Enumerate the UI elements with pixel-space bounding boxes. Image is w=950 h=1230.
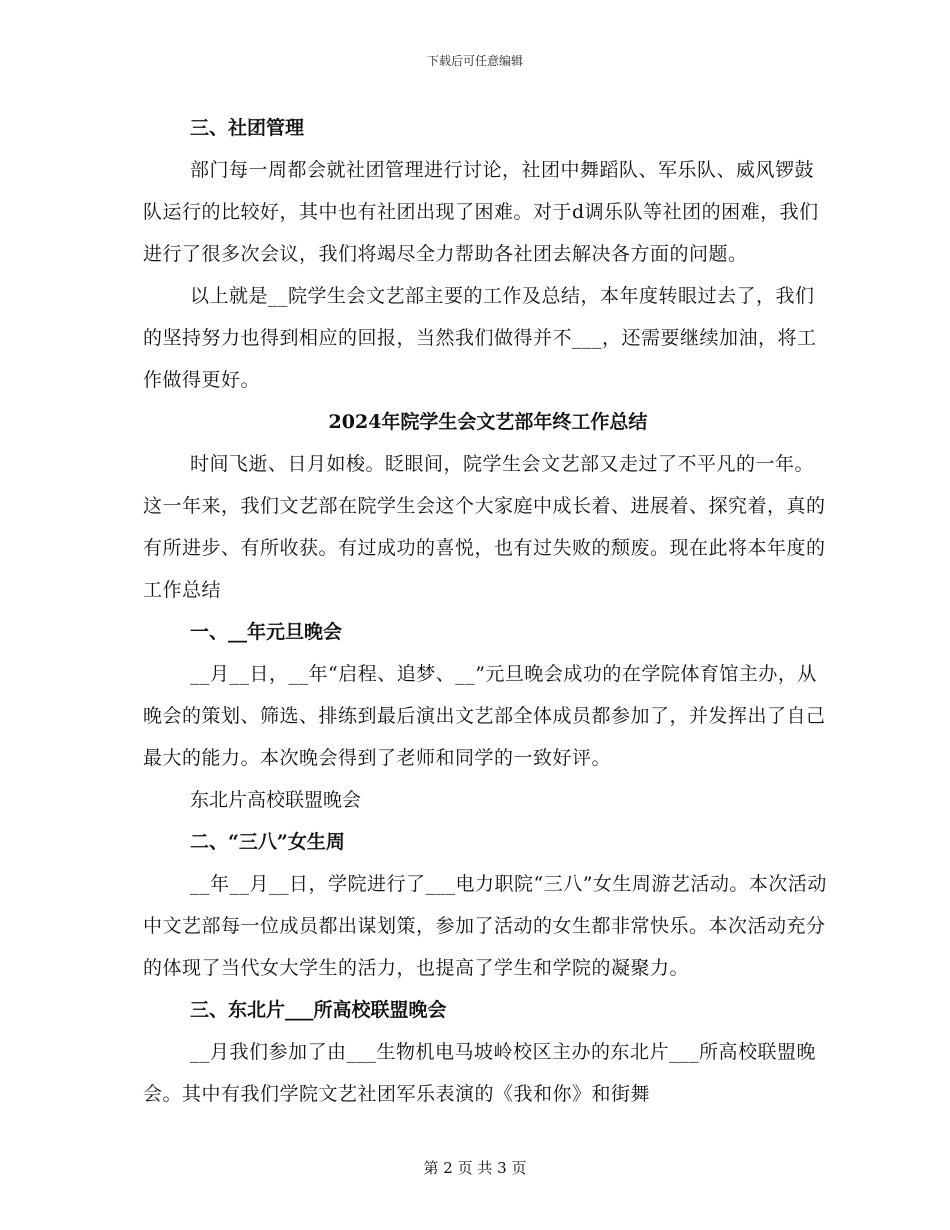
paragraph-summary-conclusion: 以上就是__院学生会文艺部主要的工作及总结，本年度转眼过去了，我们的坚持努力也得到相应的回报，当然我们做得并不___，还需要继续加油，将工作做得更好。 <box>143 285 817 391</box>
paragraph-intro: 时间飞逝、日月如梭。眨眼间，院学生会文艺部又走过了不平凡的一年。这一年来，我们文艺部在院学生会这个大家庭中成长着、进展着、探究着，真的有所进步、有所收获。有过成功的喜悦，也有过失败的颓废。现在此将本年度的工作总结 <box>143 453 826 601</box>
section-heading-club-management: 三、社团管理 <box>190 117 305 139</box>
page-header: 下载后可任意编辑 <box>426 54 523 68</box>
paragraph-club-management: 部门每一周都会就社团管理进行讨论，社团中舞蹈队、军乐队、威风锣鼓队运行的比较好，其中也有社团出现了困难。对于d调乐队等社团的困难，我们进行了很多次会议，我们将竭尽全力帮助各社团去解决各方面的问题。 <box>143 159 819 265</box>
paragraph-new-year-gala: __月__日，__年“启程、追梦、__”元旦晚会成功的在学院体育馆主办，从晚会的策划、筛选、排练到最后演出文艺部全体成员都参加了，并发挥出了自己最大的能力。本次晚会得到了老师和同学的一致好评。 <box>143 663 826 769</box>
paragraph-alliance-gala: __月我们参加了由___生物机电马坡岭校区主办的东北片___所高校联盟晚会。其中有我们学院文艺社团军乐表演的《我和你》和街舞 <box>143 1041 817 1105</box>
section-heading-womens-week: 二、“三八”女生周 <box>190 831 345 853</box>
document-body <box>143 107 833 1115</box>
document-title: 2024年院学生会文艺部年终工作总结 <box>328 411 648 433</box>
page-footer: 第 2 页 共 3 页 <box>423 1159 527 1177</box>
section-heading-alliance-gala: 三、东北片___所高校联盟晚会 <box>190 999 447 1021</box>
line-northeast-gala: 东北片高校联盟晚会 <box>190 789 362 811</box>
section-heading-new-year-gala: 一、__年元旦晚会 <box>190 621 343 643</box>
paragraph-womens-week: __年__月__日，学院进行了___电力职院“三八”女生周游艺活动。本次活动中文艺部每一位成员都出谋划策，参加了活动的女生都非常快乐。本次活动充分的体现了当代女大学生的活力，也提高了学生和学院的凝聚力。 <box>143 873 827 979</box>
